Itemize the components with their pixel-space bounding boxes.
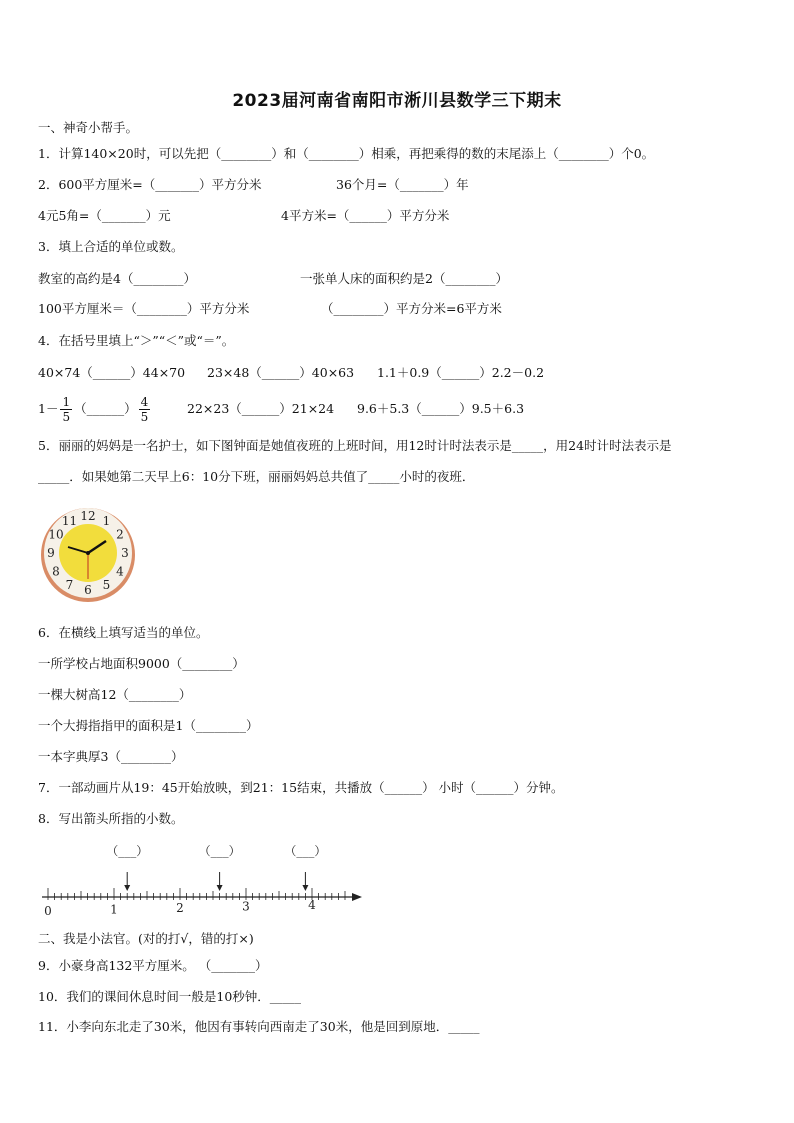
question-1: 1．计算140×20时，可以先把（________）和（________）相乘，再把乘得的数的末尾添上（________）个0。 xyxy=(38,146,655,161)
question-5-line2: _____．如果她第二天早上6：10分下班，丽丽妈妈总共值了_____小时的夜班． xyxy=(38,469,475,484)
number-line-label: 2 xyxy=(176,901,184,915)
number-line xyxy=(38,838,368,926)
clock-center xyxy=(86,551,90,555)
question-4f: 9.6＋5.3（______）9.5＋6.3 xyxy=(357,401,525,416)
number-line-pointer-head xyxy=(124,885,130,891)
question-4: 4．在括号里填上“＞”“＜”或“＝”。 xyxy=(38,333,235,348)
question-8: 8．写出箭头所指的小数。 xyxy=(38,811,184,826)
question-4a: 40×74（______）44×70 xyxy=(38,365,186,380)
question-4d-blank: （______） xyxy=(74,401,137,416)
question-3: 3．填上合适的单位或数。 xyxy=(38,239,184,254)
number-line-answer-blank: （___） xyxy=(284,844,327,858)
question-6: 6．在横线上填写适当的单位。 xyxy=(38,625,209,640)
clock-number: 8 xyxy=(52,564,60,579)
question-6b: 一棵大树高12（________） xyxy=(38,687,192,702)
question-6d: 一本字典厚3（________） xyxy=(38,749,184,764)
clock-image xyxy=(38,503,138,603)
question-4d-prefix: 1－ xyxy=(38,401,59,416)
question-7: 7．一部动画片从19：45开始放映，到21：15结束，共播放（______） 小时（______）分钟。 xyxy=(38,780,564,795)
clock-number: 3 xyxy=(121,546,129,560)
question-3b: 一张单人床的面积约是2（________） xyxy=(300,271,508,286)
clock-number: 4 xyxy=(116,564,124,579)
clock-number: 6 xyxy=(84,583,92,597)
number-line-label: 1 xyxy=(110,902,118,917)
fraction-four-fifths: $\frac{4}{5}$ xyxy=(140,395,149,424)
question-2c: 4元5角=（_______）元 xyxy=(38,208,171,223)
clock-number: 9 xyxy=(47,546,55,560)
clock-number: 7 xyxy=(65,578,74,592)
page-title: 2023届河南省南阳市淅川县数学三下期末 xyxy=(232,91,562,111)
question-2a: 2．600平方厘米=（_______）平方分米 xyxy=(38,177,262,192)
number-line-answer-blank: （___） xyxy=(106,844,149,858)
question-6a: 一所学校占地面积9000（________） xyxy=(38,656,245,671)
number-line-label: 0 xyxy=(44,904,52,918)
clock-number: 5 xyxy=(102,578,111,592)
question-5-line1: 5．丽丽的妈妈是一名护士，如下图钟面是她值夜班的上班时间，用12时计时法表示是_____，用24时计时法表示是 xyxy=(38,438,672,453)
question-10: 10．我们的课间休息时间一般是10秒钟．_____ xyxy=(38,989,302,1004)
question-11: 11．小李向东北走了30米，他因有事转向西南走了30米，他是回到原地．_____ xyxy=(38,1019,480,1034)
number-line-label: 3 xyxy=(242,899,250,914)
clock-number: 1 xyxy=(102,514,111,528)
question-9: 9．小豪身高132平方厘米。 （_______） xyxy=(38,958,268,973)
question-6c: 一个大拇指指甲的面积是1（________） xyxy=(38,718,259,733)
number-line-pointer-head xyxy=(302,885,308,891)
question-4d xyxy=(38,392,152,426)
clock-number: 12 xyxy=(80,509,96,523)
clock-number: 10 xyxy=(48,527,64,542)
number-line-pointer-head xyxy=(217,885,223,891)
clock-number: 2 xyxy=(116,527,124,542)
question-3a: 教室的高约是4（________） xyxy=(38,271,196,286)
question-4c: 1.1＋0.9（______）2.2－0.2 xyxy=(377,365,545,380)
section-two-heading: 二、我是小法官。(对的打√，错的打×) xyxy=(38,931,254,946)
question-4b: 23×48（______）40×63 xyxy=(207,365,355,380)
question-4e: 22×23（______）21×24 xyxy=(187,401,335,416)
clock-number: 11 xyxy=(61,514,78,528)
question-2d: 4平方米=（______）平方分米 xyxy=(281,208,450,223)
question-2b: 36个月=（_______）年 xyxy=(336,177,469,192)
question-3d: （________）平方分米=6平方米 xyxy=(321,301,502,316)
section-one-heading: 一、神奇小帮手。 xyxy=(38,120,139,135)
number-line-label: 4 xyxy=(308,898,316,912)
question-3c: 100平方厘米＝（________）平方分米 xyxy=(38,301,250,316)
number-line-answer-blank: （___） xyxy=(198,844,241,858)
fraction-one-fifth: $\frac{1}{5}$ xyxy=(62,395,71,424)
number-line-arrowhead xyxy=(352,893,362,901)
